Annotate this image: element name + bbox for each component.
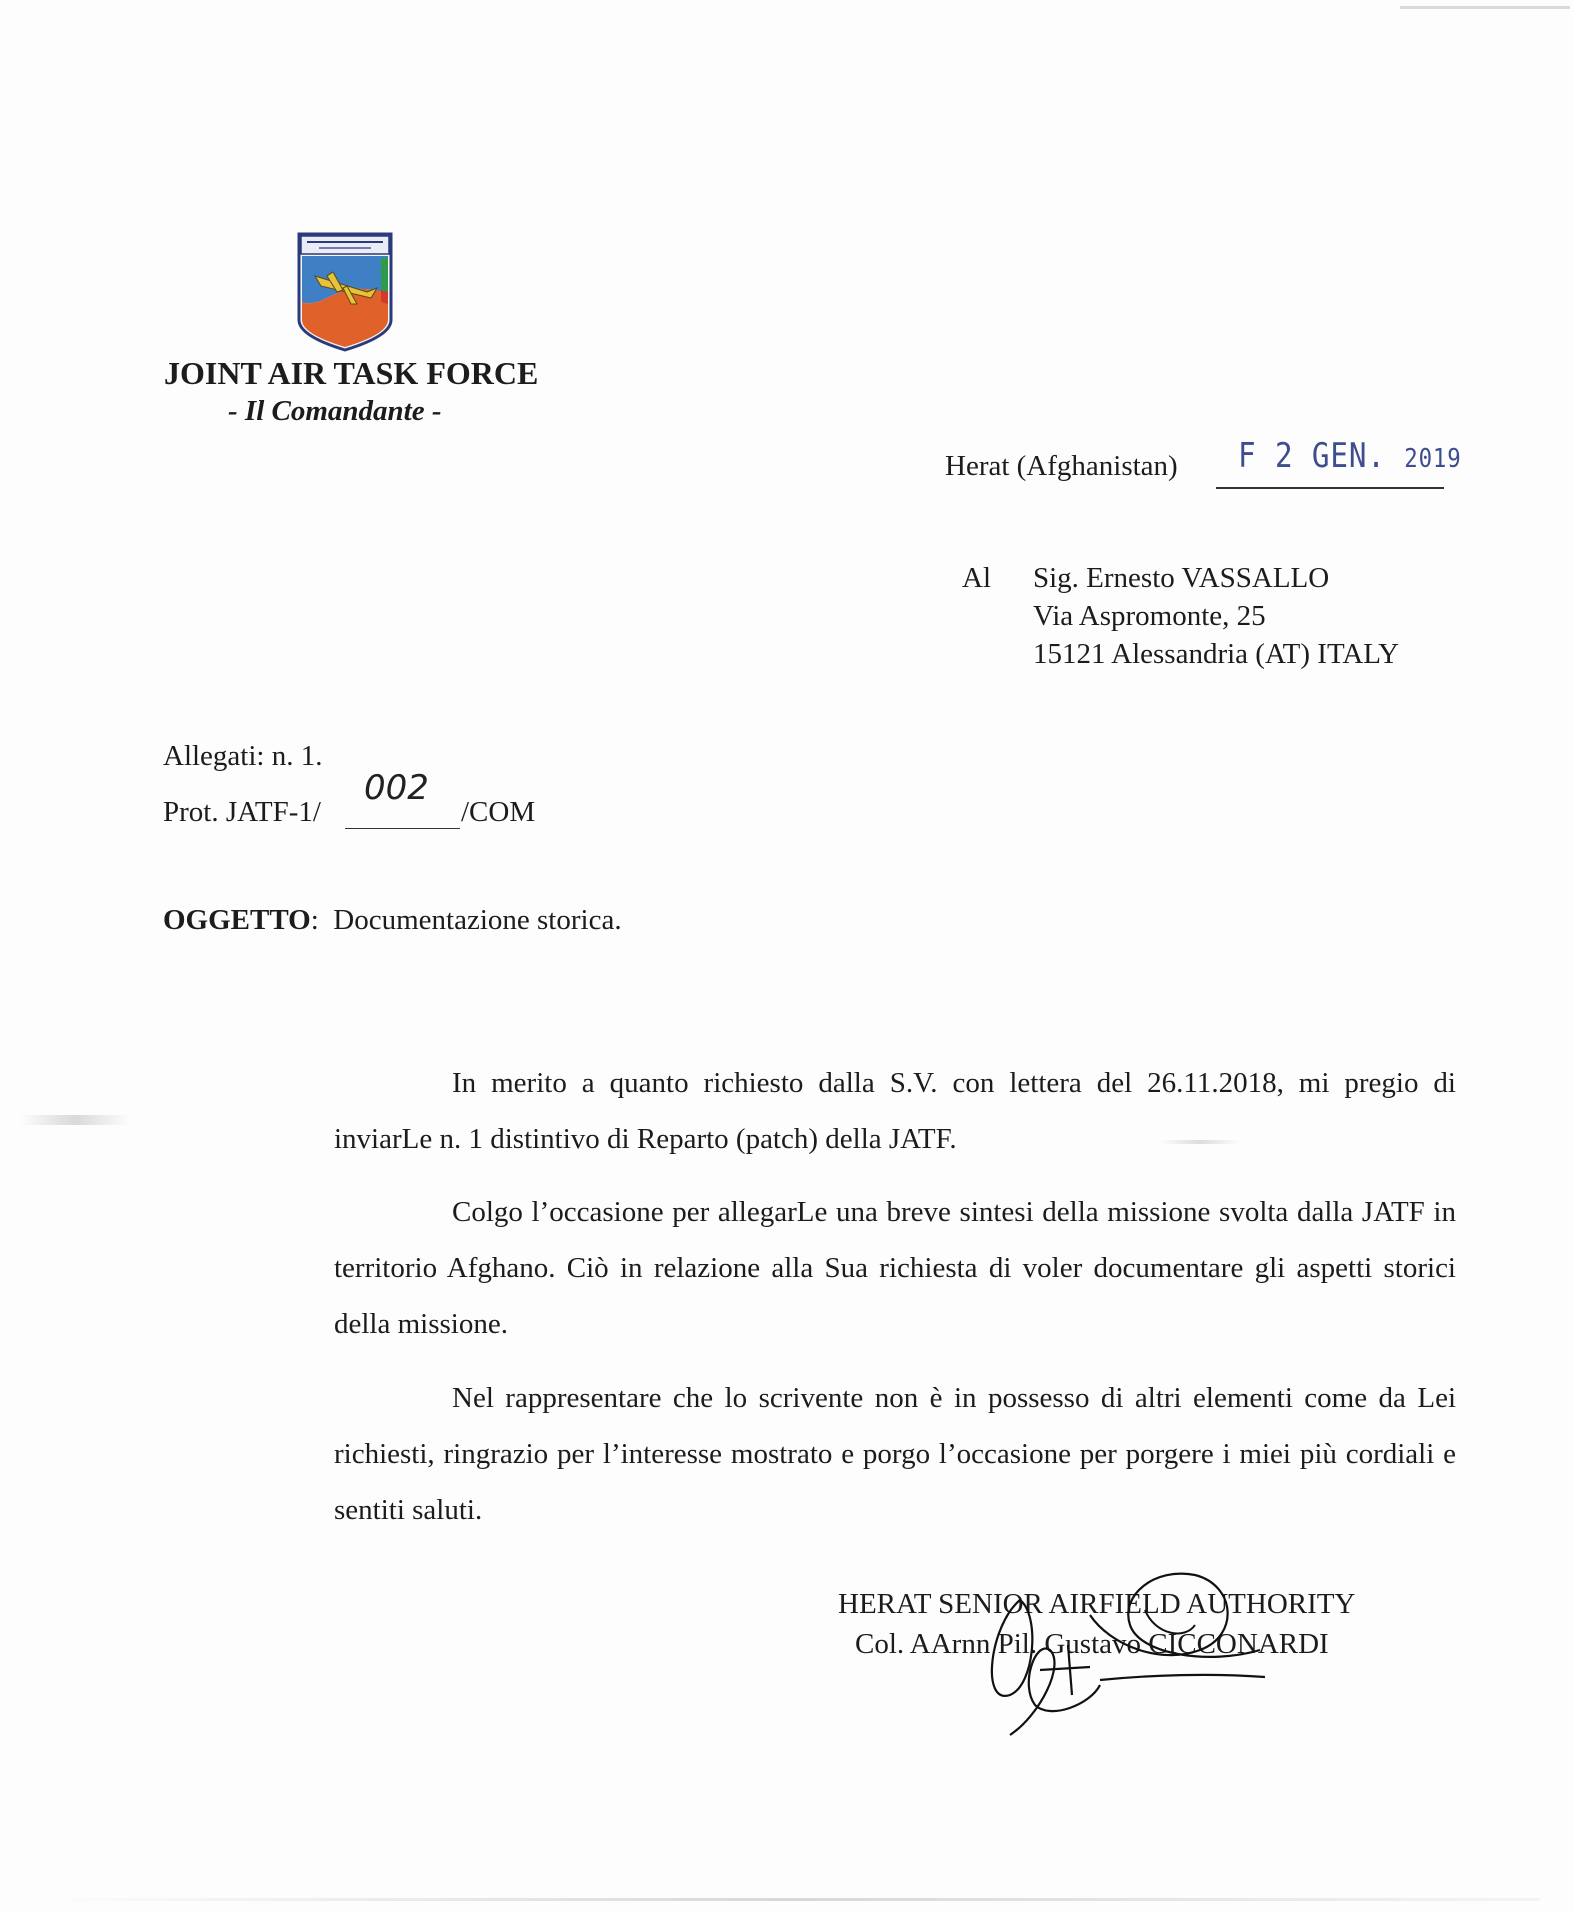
- handwritten-signature: [980, 1555, 1280, 1755]
- addressee-city: 15121 Alessandria (AT) ITALY: [1033, 638, 1400, 670]
- stamp-year: 2019: [1404, 444, 1462, 474]
- paragraph-text: Colgo l’occasione per allegarLe una breve sintesi della missione svolta dalla JATF in territorio Afghano. Ciò in relazione alla Sua richiesta di voler documentare gli aspetti storici della missione.: [334, 1196, 1456, 1340]
- body-paragraph: [334, 1055, 1456, 1167]
- stamp-month: GEN.: [1311, 436, 1386, 476]
- body-paragraph: [334, 1370, 1456, 1538]
- protocol-number-handwritten: 002: [364, 768, 429, 808]
- jatf-emblem-icon: [297, 232, 393, 352]
- organization-name: JOINT AIR TASK FORCE: [164, 355, 539, 391]
- addressee-name: Sig. Ernesto VASSALLO: [1033, 562, 1330, 594]
- addressee-street: Via Aspromonte, 25: [1033, 600, 1266, 632]
- protocol-suffix: /COM: [461, 796, 536, 828]
- addressee-prefix: Al: [962, 562, 991, 594]
- paper-fold-mark: [20, 1115, 130, 1125]
- organization-subtitle: - Il Comandante -: [228, 395, 442, 427]
- subject-line: [163, 904, 622, 937]
- subject-separator: :: [310, 904, 319, 936]
- date-stamp: [1238, 436, 1462, 476]
- paragraph-text: Nel rappresentare che lo scrivente non è in possesso di altri elementi come da Lei richiesti, ringrazio per l’interesse mostrato e porgo l’occasione per porgere i miei più cordiali e sentiti saluti.: [334, 1382, 1456, 1526]
- body-paragraph: [334, 1184, 1456, 1352]
- attachments-line: Allegati: n. 1.: [163, 740, 323, 772]
- place-label: Herat (Afghanistan): [945, 450, 1178, 482]
- paper-edge-shadow: [40, 1898, 1540, 1901]
- stamp-mark: F: [1238, 436, 1257, 476]
- signature-title: HERAT SENIOR AIRFIELD AUTHORITY: [838, 1588, 1356, 1620]
- date-underline: [1216, 487, 1444, 489]
- stamp-day: 2: [1274, 436, 1294, 476]
- signature-name: Col. AArnn Pil. Gustavo CICCONARDI: [855, 1628, 1329, 1660]
- paper-edge-shadow: [1400, 6, 1570, 9]
- subject-label: OGGETTO: [163, 904, 311, 936]
- protocol-blank-line: [345, 828, 460, 829]
- paragraph-text: In merito a quanto richiesto dalla S.V. con lettera del 26.11.2018, mi pregio di inviarLe n. 1 distintivo di Reparto (patch) della JATF.: [334, 1067, 1456, 1155]
- protocol-prefix: Prot. JATF-1/: [163, 796, 321, 828]
- subject-text: Documentazione storica.: [333, 904, 622, 936]
